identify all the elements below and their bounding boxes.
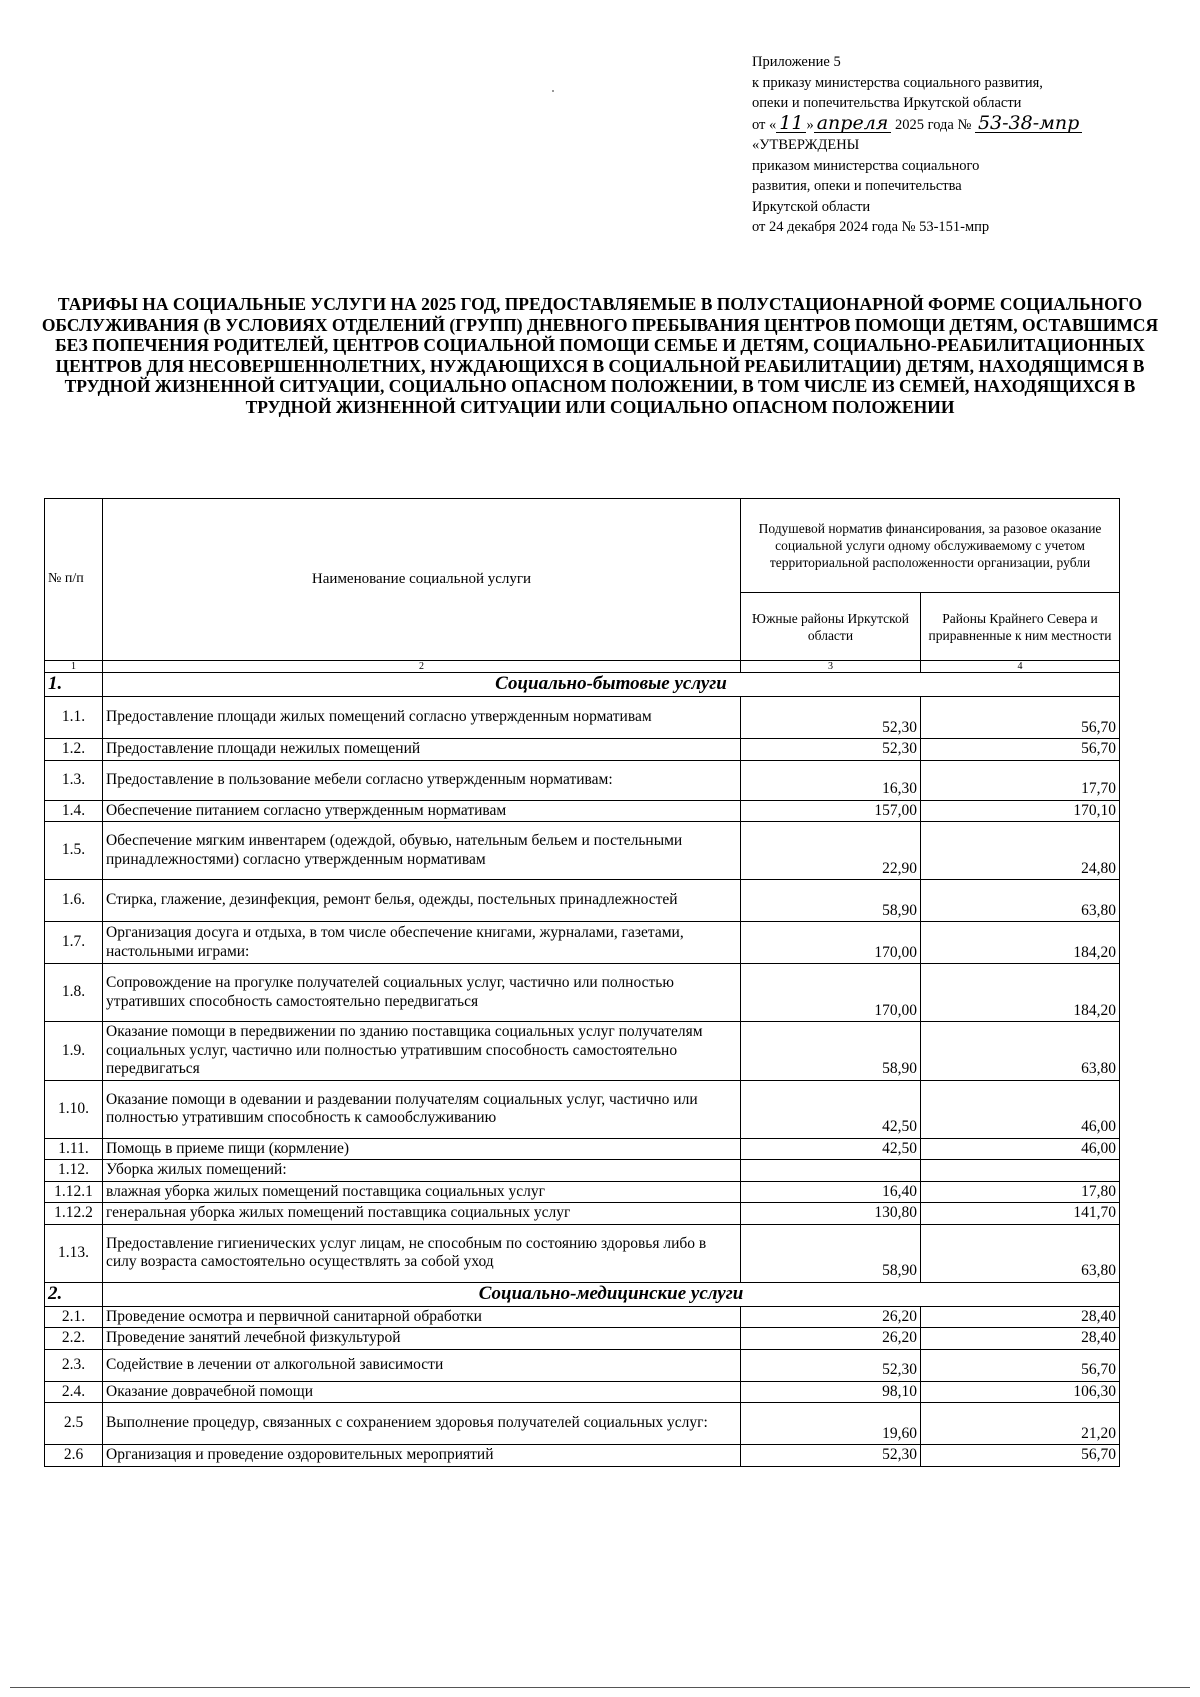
table-row	[45, 1306, 1120, 1328]
tariff-north: 184,20	[921, 964, 1120, 1022]
tariff-north: 56,70	[921, 739, 1120, 761]
row-number: 1.6.	[45, 880, 103, 922]
tariff-south: 52,30	[741, 1445, 921, 1467]
column-number: 2	[103, 661, 741, 673]
table-row	[45, 800, 1120, 822]
row-number: 1.12.	[45, 1160, 103, 1182]
tariff-south: 52,30	[741, 1349, 921, 1381]
tariff-south: 22,90	[741, 822, 921, 880]
row-number: 2.6	[45, 1445, 103, 1467]
handwritten-month: апреля	[814, 114, 892, 133]
section-title: Социально-медицинские услуги	[103, 1282, 1120, 1306]
header-col-name: Наименование социальной услуги	[103, 499, 741, 661]
handwritten-order-number: 53-38-мпр	[975, 114, 1082, 133]
tariff-south: 42,50	[741, 1138, 921, 1160]
tariff-north: 56,70	[921, 697, 1120, 739]
tariff-south: 52,30	[741, 739, 921, 761]
row-number: 1.13.	[45, 1224, 103, 1282]
column-number: 1	[45, 661, 103, 673]
tariff-north: 28,40	[921, 1328, 1120, 1350]
table-row	[45, 1080, 1120, 1138]
service-name: Помощь в приеме пищи (кормление)	[103, 1138, 741, 1160]
tariff-north: 63,80	[921, 1224, 1120, 1282]
table-row	[45, 1381, 1120, 1403]
row-number: 1.10.	[45, 1080, 103, 1138]
table-row	[45, 1138, 1120, 1160]
tariff-north: 56,70	[921, 1349, 1120, 1381]
tariff-north: 141,70	[921, 1203, 1120, 1225]
table-row	[45, 1403, 1120, 1445]
tariff-south: 58,90	[741, 880, 921, 922]
service-name: Обеспечение мягким инвентарем (одеждой, обувью, нательным бельем и постельными принадлежностями) согласно утвержденным нормативам	[103, 822, 741, 880]
table-row	[45, 1203, 1120, 1225]
tariff-north: 184,20	[921, 922, 1120, 964]
table-row	[45, 822, 1120, 880]
date-prefix: от «	[752, 116, 777, 133]
section-number: 2.	[45, 1282, 103, 1306]
row-number: 1.8.	[45, 964, 103, 1022]
service-name: Сопровождение на прогулке получателей социальных услуг, частично или полностью утративших способность самостоятельно передвигаться	[103, 964, 741, 1022]
row-number: 1.1.	[45, 697, 103, 739]
tariff-north: 28,40	[921, 1306, 1120, 1328]
row-number: 1.5.	[45, 822, 103, 880]
service-name: Организация и проведение оздоровительных мероприятий	[103, 1445, 741, 1467]
tariff-north: 106,30	[921, 1381, 1120, 1403]
tariff-north: 24,80	[921, 822, 1120, 880]
header-col-no: № п/п	[45, 499, 103, 661]
service-name: Оказание доврачебной помощи	[103, 1381, 741, 1403]
table-row	[45, 697, 1120, 739]
tariff-north: 21,20	[921, 1403, 1120, 1445]
service-name: Предоставление площади жилых помещений согласно утвержденным нормативам	[103, 697, 741, 739]
row-number: 1.12.2	[45, 1203, 103, 1225]
service-name: Обеспечение питанием согласно утвержденным нормативам	[103, 800, 741, 822]
service-name: Организация досуга и отдыха, в том числе обеспечение книгами, журналами, газетами, настольными играми:	[103, 922, 741, 964]
tariff-south: 19,60	[741, 1403, 921, 1445]
service-name: Предоставление гигиенических услуг лицам, не способным по состоянию здоровья либо в силу возраста самостоятельно осуществлять за собой уход	[103, 1224, 741, 1282]
service-name: генеральная уборка жилых помещений поставщика социальных услуг	[103, 1203, 741, 1225]
table-row	[45, 1022, 1120, 1081]
tariff-south: 170,00	[741, 922, 921, 964]
section-number: 1.	[45, 673, 103, 697]
appendix-line: к приказу министерства социального развития,	[752, 74, 1043, 91]
table-row	[45, 739, 1120, 761]
row-number: 1.2.	[45, 739, 103, 761]
appendix-line: от 24 декабря 2024 года № 53-151-мпр	[752, 219, 990, 235]
tariff-north: 63,80	[921, 880, 1120, 922]
tariff-south: 16,30	[741, 760, 921, 800]
appendix-date-line	[752, 111, 1182, 136]
service-name: влажная уборка жилых помещений поставщика социальных услуг	[103, 1181, 741, 1203]
table-row	[45, 1328, 1120, 1350]
row-number: 1.7.	[45, 922, 103, 964]
service-name: Предоставление в пользование мебели согласно утвержденным нормативам:	[103, 760, 741, 800]
service-name: Проведение занятий лечебной физкультурой	[103, 1328, 741, 1350]
table-row	[45, 1445, 1120, 1467]
tariff-south	[741, 1160, 921, 1182]
tariff-north: 170,10	[921, 800, 1120, 822]
tariff-south: 170,00	[741, 964, 921, 1022]
table-row	[45, 1160, 1120, 1182]
row-number: 1.11.	[45, 1138, 103, 1160]
tariff-north: 63,80	[921, 1022, 1120, 1081]
handwritten-day: 11	[776, 114, 806, 133]
tariff-south: 16,40	[741, 1181, 921, 1203]
row-number: 2.3.	[45, 1349, 103, 1381]
service-name: Выполнение процедур, связанных с сохранением здоровья получателей социальных услуг:	[103, 1403, 741, 1445]
header-col-north: Районы Крайнего Севера и приравненные к ним местности	[921, 593, 1120, 661]
tariff-south: 26,20	[741, 1306, 921, 1328]
tariff-north: 46,00	[921, 1080, 1120, 1138]
column-number: 3	[741, 661, 921, 673]
table-row	[45, 964, 1120, 1022]
tariff-south: 157,00	[741, 800, 921, 822]
row-number: 1.12.1	[45, 1181, 103, 1203]
service-name: Уборка жилых помещений:	[103, 1160, 741, 1182]
row-number: 2.1.	[45, 1306, 103, 1328]
document-title: ТАРИФЫ НА СОЦИАЛЬНЫЕ УСЛУГИ НА 2025 ГОД, ПРЕДОСТАВЛЯЕМЫЕ В ПОЛУСТАЦИОНАРНОЙ ФОРМЕ СОЦИАЛЬНОГО ОБСЛУЖИВАНИЯ (В УСЛОВИЯХ ОТДЕЛЕНИЙ (ГРУПП) ДНЕВНОГО ПРЕБЫВАНИЯ ЦЕНТРОВ ПОМОЩИ ДЕТЯМ, ОСТАВШИМСЯ БЕЗ ПОПЕЧЕНИЯ РОДИТЕЛЕЙ, ЦЕНТРОВ СОЦИАЛЬНОЙ ПОМОЩИ СЕМЬЕ И ДЕТЯМ, СОЦИАЛЬНО-РЕАБИЛИТАЦИОННЫХ ЦЕНТРОВ ДЛЯ НЕСОВЕРШЕННОЛЕТНИХ, НУЖДАЮЩИХСЯ В СОЦИАЛЬНОЙ РЕАБИЛИТАЦИИ) ДЕТЯМ, НАХОДЯЩИМСЯ В ТРУДНОЙ ЖИЗНЕННОЙ СИТУАЦИИ, СОЦИАЛЬНО ОПАСНОМ ПОЛОЖЕНИИ, В ТОМ ЧИСЛЕ ИЗ СЕМЕЙ, НАХОДЯЩИХСЯ В ТРУДНОЙ ЖИЗНЕННОЙ СИТУАЦИИ ИЛИ СОЦИАЛЬНО ОПАСНОМ ПОЛОЖЕНИИ	[41, 294, 1159, 417]
date-mid: »	[806, 116, 814, 133]
tariffs-table	[44, 498, 1120, 1467]
tariff-south: 42,50	[741, 1080, 921, 1138]
tariff-south: 26,20	[741, 1328, 921, 1350]
appendix-line: Иркутской области	[752, 198, 871, 215]
row-number: 1.3.	[45, 760, 103, 800]
column-number: 4	[921, 661, 1120, 673]
row-number: 1.4.	[45, 800, 103, 822]
service-name: Содействие в лечении от алкогольной зависимости	[103, 1349, 741, 1381]
table-row	[45, 760, 1120, 800]
appendix-block	[752, 52, 1182, 238]
section-title: Социально-бытовые услуги	[103, 673, 1120, 697]
header-col-south: Южные районы Иркутской области	[741, 593, 921, 661]
tariff-south: 130,80	[741, 1203, 921, 1225]
service-name: Стирка, глажение, дезинфекция, ремонт белья, одежды, постельных принадлежностей	[103, 880, 741, 922]
row-number: 2.5	[45, 1403, 103, 1445]
table-row	[45, 922, 1120, 964]
row-number: 2.2.	[45, 1328, 103, 1350]
tariff-north: 17,80	[921, 1181, 1120, 1203]
tariff-south: 58,90	[741, 1224, 921, 1282]
scan-speck	[552, 90, 554, 92]
appendix-line: приказом министерства социального	[752, 157, 980, 174]
tariff-north	[921, 1160, 1120, 1182]
appendix-line: развития, опеки и попечительства	[752, 178, 962, 194]
table-row	[45, 1349, 1120, 1381]
date-year: 2025 года №	[895, 116, 972, 133]
header-col-norm: Подушевой норматив финансирования, за разовое оказание социальной услуги одному обслуживаемому с учетом территориальной расположенности организации, рубли	[741, 499, 1120, 593]
tariff-north: 56,70	[921, 1445, 1120, 1467]
table-row	[45, 1224, 1120, 1282]
row-number: 1.9.	[45, 1022, 103, 1081]
appendix-line: Приложение 5	[752, 54, 841, 70]
row-number: 2.4.	[45, 1381, 103, 1403]
appendix-line: опеки и попечительства Иркутской области	[752, 95, 1022, 111]
tariff-south: 98,10	[741, 1381, 921, 1403]
tariff-north: 46,00	[921, 1138, 1120, 1160]
tariff-south: 58,90	[741, 1022, 921, 1081]
service-name: Предоставление площади нежилых помещений	[103, 739, 741, 761]
tariff-north: 17,70	[921, 760, 1120, 800]
service-name: Оказание помощи в одевании и раздевании получателям социальных услуг, частично или полностью утратившим способность к самообслуживанию	[103, 1080, 741, 1138]
bottom-rule	[10, 1687, 1190, 1688]
tariff-south: 52,30	[741, 697, 921, 739]
service-name: Проведение осмотра и первичной санитарной обработки	[103, 1306, 741, 1328]
table-row	[45, 880, 1120, 922]
table-row	[45, 1181, 1120, 1203]
service-name: Оказание помощи в передвижении по зданию поставщика социальных услуг получателям социальных услуг, частично или полностью утратившим способность самостоятельно передвигаться	[103, 1022, 741, 1081]
appendix-line: «УТВЕРЖДЕНЫ	[752, 137, 860, 153]
